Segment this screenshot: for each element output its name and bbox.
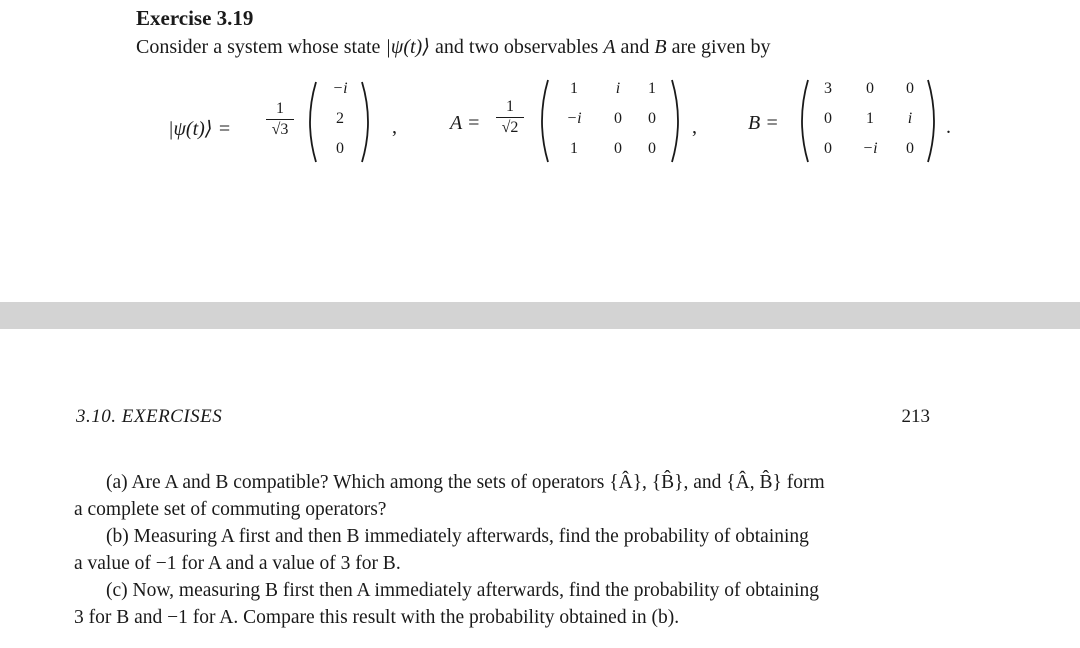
right-parenthesis: [360, 80, 374, 164]
question-a: [74, 469, 932, 523]
a-matrix-cell: −i: [566, 110, 582, 127]
a-matrix-cell: 0: [614, 110, 622, 127]
page-number: 213: [901, 406, 930, 427]
b-matrix-cell: 0: [866, 80, 874, 97]
b-trailing-period: .: [946, 116, 951, 138]
left-parenthesis: [304, 80, 318, 164]
a-prefactor-numerator: 1: [506, 98, 514, 115]
a-trailing-comma: ,: [692, 116, 697, 138]
a-label: A =: [450, 112, 481, 134]
right-parenthesis: [670, 78, 684, 164]
a-prefactor-denominator: √2: [501, 119, 519, 136]
intro-text-middle1: and two observables: [430, 36, 604, 58]
b-matrix-cell: 0: [824, 140, 832, 157]
psi-vector-entry: −i: [332, 80, 348, 97]
a-matrix-cell: 0: [648, 140, 656, 157]
a-matrix-cell: 1: [570, 140, 578, 157]
b-matrix-cell: 0: [906, 80, 914, 97]
question-b-line2: a value of −1 for A and a value of 3 for B.: [74, 553, 401, 574]
intro-observable-a: A: [603, 36, 616, 58]
exercise-intro: [136, 34, 771, 59]
psi-trailing-comma: ,: [392, 116, 397, 138]
intro-text-after: are given by: [666, 36, 771, 58]
fraction-bar: [266, 119, 294, 120]
page-divider: [0, 302, 1080, 329]
b-matrix-cell: i: [907, 110, 913, 127]
b-matrix-cell: −i: [862, 140, 878, 157]
a-matrix-cell: 1: [570, 80, 578, 97]
running-header: 3.10. EXERCISES: [76, 406, 223, 427]
psi-label: |ψ(t)⟩ =: [168, 118, 232, 140]
question-b: [74, 523, 932, 577]
a-prefactor: [494, 98, 526, 137]
intro-state-ket: |ψ(t)⟩: [385, 36, 431, 58]
a-matrix-cell: i: [615, 80, 621, 97]
question-c-line1: (c) Now, measuring B first then A immediately afterwards, find the probability of obtaining: [106, 580, 820, 601]
question-c: [74, 577, 932, 631]
psi-vector-entry: 0: [336, 140, 344, 157]
psi-vector-entry: 2: [336, 110, 344, 127]
left-parenthesis: [796, 78, 810, 164]
right-parenthesis: [926, 78, 940, 164]
b-matrix-cell: 1: [866, 110, 874, 127]
intro-text-middle2: and: [615, 36, 655, 58]
exercise-title: Exercise 3.19: [136, 6, 254, 30]
b-label: B =: [748, 112, 779, 134]
question-b-line1: (b) Measuring A first and then B immediately afterwards, find the probability of obtaining: [106, 526, 809, 547]
psi-prefactor: [264, 100, 296, 139]
b-matrix-cell: 3: [824, 80, 832, 97]
psi-prefactor-denominator: √3: [271, 121, 289, 138]
left-parenthesis: [536, 78, 550, 164]
fraction-bar: [496, 117, 524, 118]
b-matrix-cell: 0: [824, 110, 832, 127]
question-a-line2: a complete set of commuting operators?: [74, 499, 387, 520]
b-matrix-cell: 0: [906, 140, 914, 157]
question-c-line2: 3 for B and −1 for A. Compare this result with the probability obtained in (b).: [74, 607, 680, 628]
a-matrix-cell: 1: [648, 80, 656, 97]
question-a-line1: (a) Are A and B compatible? Which among the sets of operators {Â}, {B̂}, and {Â, B̂} form: [106, 472, 825, 493]
intro-observable-b: B: [654, 36, 667, 58]
a-matrix-cell: 0: [614, 140, 622, 157]
psi-prefactor-numerator: 1: [276, 100, 284, 117]
intro-text-before: Consider a system whose state: [136, 36, 386, 58]
a-matrix-cell: 0: [648, 110, 656, 127]
